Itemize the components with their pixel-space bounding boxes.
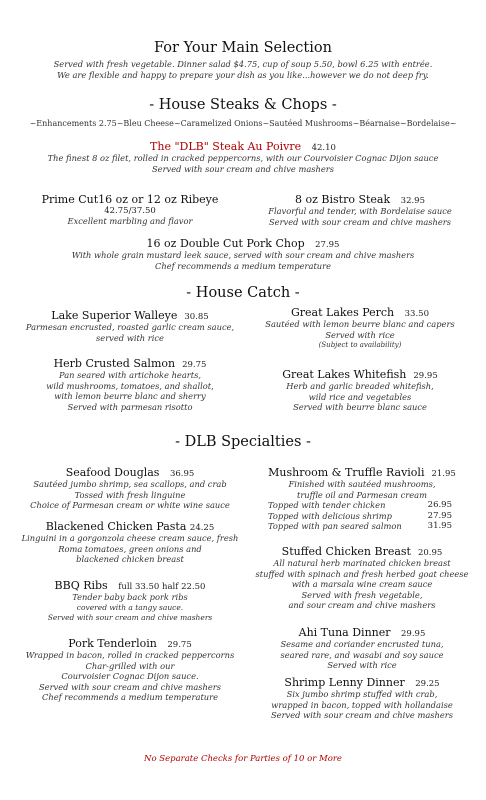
- item-desc: Served with sour cream and chive mashers: [38, 681, 222, 692]
- menu-item-salmon: [20, 357, 240, 412]
- item-price: 33.50: [404, 309, 429, 319]
- item-desc: Chef recommends a medium temperature: [155, 260, 331, 271]
- item-desc: Tossed with fresh linguine: [74, 489, 186, 500]
- item-desc: Served with sour cream and chive mashers: [270, 710, 454, 721]
- steaks-section: [0, 97, 486, 130]
- ravioli-option: [252, 521, 472, 532]
- menu-item-shrimp-lenny: [252, 676, 472, 721]
- item-note: (Subject to availability): [318, 341, 402, 350]
- item-desc: Wrapped in bacon, rolled in cracked peppercorns: [25, 650, 235, 660]
- menu-item-prime-cut: [20, 193, 240, 227]
- main-selection-note-1: Served with fresh vegetable. Dinner salad $4.75, cup of soup 5.50, bowl 6.25 with entrée.: [53, 59, 433, 69]
- item-desc: Six jumbo shrimp stuffed with crab,: [286, 689, 438, 699]
- main-selection-section: [0, 40, 486, 80]
- menu-item-pork-chop: [0, 237, 486, 271]
- enhancements: ~Enhancements 2.75~Bleu Cheese~Caramelized Onions~Sautéed Mushrooms~Béarnaise~Bordelaise~: [29, 119, 457, 128]
- item-price: full 33.50 half 22.50: [118, 582, 206, 592]
- item-desc: Char-grilled with our: [85, 660, 175, 671]
- item-price: 36.95: [169, 469, 195, 479]
- footer-note: No Separate Checks for Parties of 10 or More: [144, 754, 342, 764]
- item-desc: Choice of Parmesan cream or white wine sauce: [30, 500, 230, 511]
- item-name: Seafood Douglas: [65, 466, 160, 479]
- item-name: Stuffed Chicken Breast: [281, 545, 411, 558]
- item-price: 29.25: [415, 679, 440, 689]
- menu-item-blackened-chicken: [20, 520, 240, 565]
- item-desc: blackened chicken breast: [76, 554, 184, 565]
- item-desc: Courvoisier Cognac Dijon sauce.: [61, 671, 199, 682]
- item-desc: wild rice and vegetables: [308, 391, 412, 402]
- item-desc: Parmesan encrusted, roasted garlic cream sauce,: [25, 322, 235, 332]
- item-name: Great Lakes Whitefish: [282, 368, 407, 381]
- item-name: Mushroom & Truffle Ravioli: [268, 466, 425, 479]
- steaks-title: - House Steaks & Chops -: [149, 97, 337, 113]
- item-desc: Chef recommends a medium temperature: [42, 692, 218, 703]
- catch-title: - House Catch -: [186, 285, 300, 301]
- item-desc: Served with beurre blanc sauce: [293, 402, 427, 413]
- ravioli-option: [252, 511, 472, 522]
- item-desc: All natural herb marinated chicken breast: [273, 558, 451, 568]
- item-name: Pork Tenderloin: [68, 637, 157, 650]
- option-label: Topped with pan seared salmon: [268, 521, 402, 532]
- item-desc: Excellent marbling and flavor: [67, 216, 193, 226]
- item-desc: covered with a tangy sauce.: [76, 602, 184, 612]
- menu-item-ravioli: [252, 466, 472, 532]
- item-desc: Sautéed jumbo shrimp, sea scallops, and crab: [33, 479, 227, 489]
- option-label: Topped with delicious shrimp: [268, 510, 392, 521]
- item-price: 27.95: [315, 240, 340, 250]
- menu-item-seafood-douglas: [20, 466, 240, 511]
- item-desc: served with rice: [96, 332, 164, 343]
- menu-item-pork-tenderloin: [20, 637, 240, 703]
- item-desc: Served with fresh vegetable,: [301, 589, 423, 600]
- option-price: 31.95: [427, 521, 452, 532]
- main-selection-note-2: We are flexible and happy to prepare your dish as you like...however we do not deep fry.: [57, 69, 429, 80]
- item-price: 20.95: [417, 548, 443, 558]
- item-price: 29.95: [401, 629, 426, 639]
- item-desc: with lemon beurre blanc and sherry: [54, 391, 206, 402]
- item-desc: Linguini in a gorgonzola cheese cream sauce, fresh: [21, 533, 239, 543]
- item-desc: Served with rice: [325, 329, 395, 340]
- item-name: Great Lakes Perch: [291, 306, 395, 319]
- item-desc: Herb and garlic breaded whitefish,: [286, 381, 434, 391]
- item-desc: Served with sour cream and chive mashers: [47, 613, 213, 623]
- item-price: 21.95: [431, 469, 456, 479]
- item-desc: Finished with sautéed mushrooms,: [288, 479, 436, 489]
- option-price: 26.95: [427, 500, 452, 511]
- item-desc: seared rare, and wasabi and soy sauce: [280, 649, 444, 660]
- menu-item-stuffed-chicken: [240, 545, 484, 611]
- main-selection-title: For Your Main Selection: [154, 40, 332, 56]
- menu-item-whitefish: [240, 368, 480, 413]
- item-desc: With whole grain mustard leek sauce, served with sour cream and chive mashers: [71, 250, 415, 260]
- item-name: Shrimp Lenny Dinner: [284, 676, 405, 689]
- item-desc: Roma tomatoes, green onions and: [58, 543, 202, 554]
- item-desc: Sautéed with lemon beurre blanc and capers: [265, 319, 455, 329]
- item-price: 42.10: [311, 143, 336, 153]
- item-desc: stuffed with spinach and fresh herbed goat cheese: [255, 568, 469, 579]
- item-name: BBQ Ribs: [54, 579, 108, 592]
- item-desc: wild mushrooms, tomatoes, and shallot,: [46, 380, 214, 391]
- item-desc: with a marsala wine cream sauce: [291, 579, 433, 590]
- option-price: 27.95: [427, 510, 452, 521]
- item-desc: Served with parmesan risotto: [67, 401, 193, 412]
- item-desc: and sour cream and chive mashers: [288, 600, 436, 611]
- item-name: Herb Crusted Salmon: [53, 357, 176, 370]
- ravioli-option: [252, 500, 472, 511]
- item-price: 32.95: [400, 196, 425, 206]
- option-label: Topped with tender chicken: [268, 500, 386, 511]
- item-price: 29.75: [182, 360, 207, 370]
- item-desc: Served with sour cream and chive mashers: [151, 163, 335, 174]
- item-price: 29.75: [167, 640, 192, 650]
- item-desc: wrapped in bacon, topped with hollandaise: [271, 699, 453, 710]
- item-name: 16 oz Double Cut Pork Chop: [146, 237, 305, 250]
- item-price: 42.75/37.50: [104, 206, 156, 216]
- menu-item-walleye: [20, 309, 240, 343]
- item-price: 24.25: [189, 523, 215, 533]
- item-name: Lake Superior Walleye: [51, 309, 178, 322]
- item-price: 29.95: [413, 371, 438, 381]
- item-desc: truffle oil and Parmesan cream: [297, 489, 427, 500]
- menu-item-ahi-tuna: [252, 626, 472, 671]
- item-name: Blackened Chicken Pasta: [45, 520, 187, 533]
- item-desc: Pan seared with artichoke hearts,: [58, 370, 201, 380]
- menu-item-bistro: [240, 193, 480, 227]
- item-desc: Served with rice: [327, 660, 397, 671]
- specialties-title: - DLB Specialties -: [175, 434, 311, 450]
- item-name: 8 oz Bistro Steak: [295, 193, 391, 206]
- item-desc: The finest 8 oz filet, rolled in cracked peppercorns, with our Courvoisier Cognac Dijon sauce: [47, 153, 439, 163]
- item-desc: Tender baby back pork ribs: [72, 592, 188, 602]
- item-name: The "DLB" Steak Au Poivre: [150, 140, 302, 153]
- item-price: 30.85: [184, 312, 209, 322]
- menu-item-au-poivre: [0, 140, 486, 174]
- item-desc: Flavorful and tender, with Bordelaise sauce: [268, 206, 452, 216]
- menu-item-bbq-ribs: [20, 579, 240, 624]
- item-name: Prime Cut16 oz or 12 oz Ribeye: [41, 193, 219, 206]
- item-desc: Sesame and coriander encrusted tuna,: [280, 639, 444, 649]
- item-desc: Served with sour cream and chive mashers: [268, 216, 452, 227]
- item-name: Ahi Tuna Dinner: [298, 626, 391, 639]
- menu-item-perch: [240, 306, 480, 351]
